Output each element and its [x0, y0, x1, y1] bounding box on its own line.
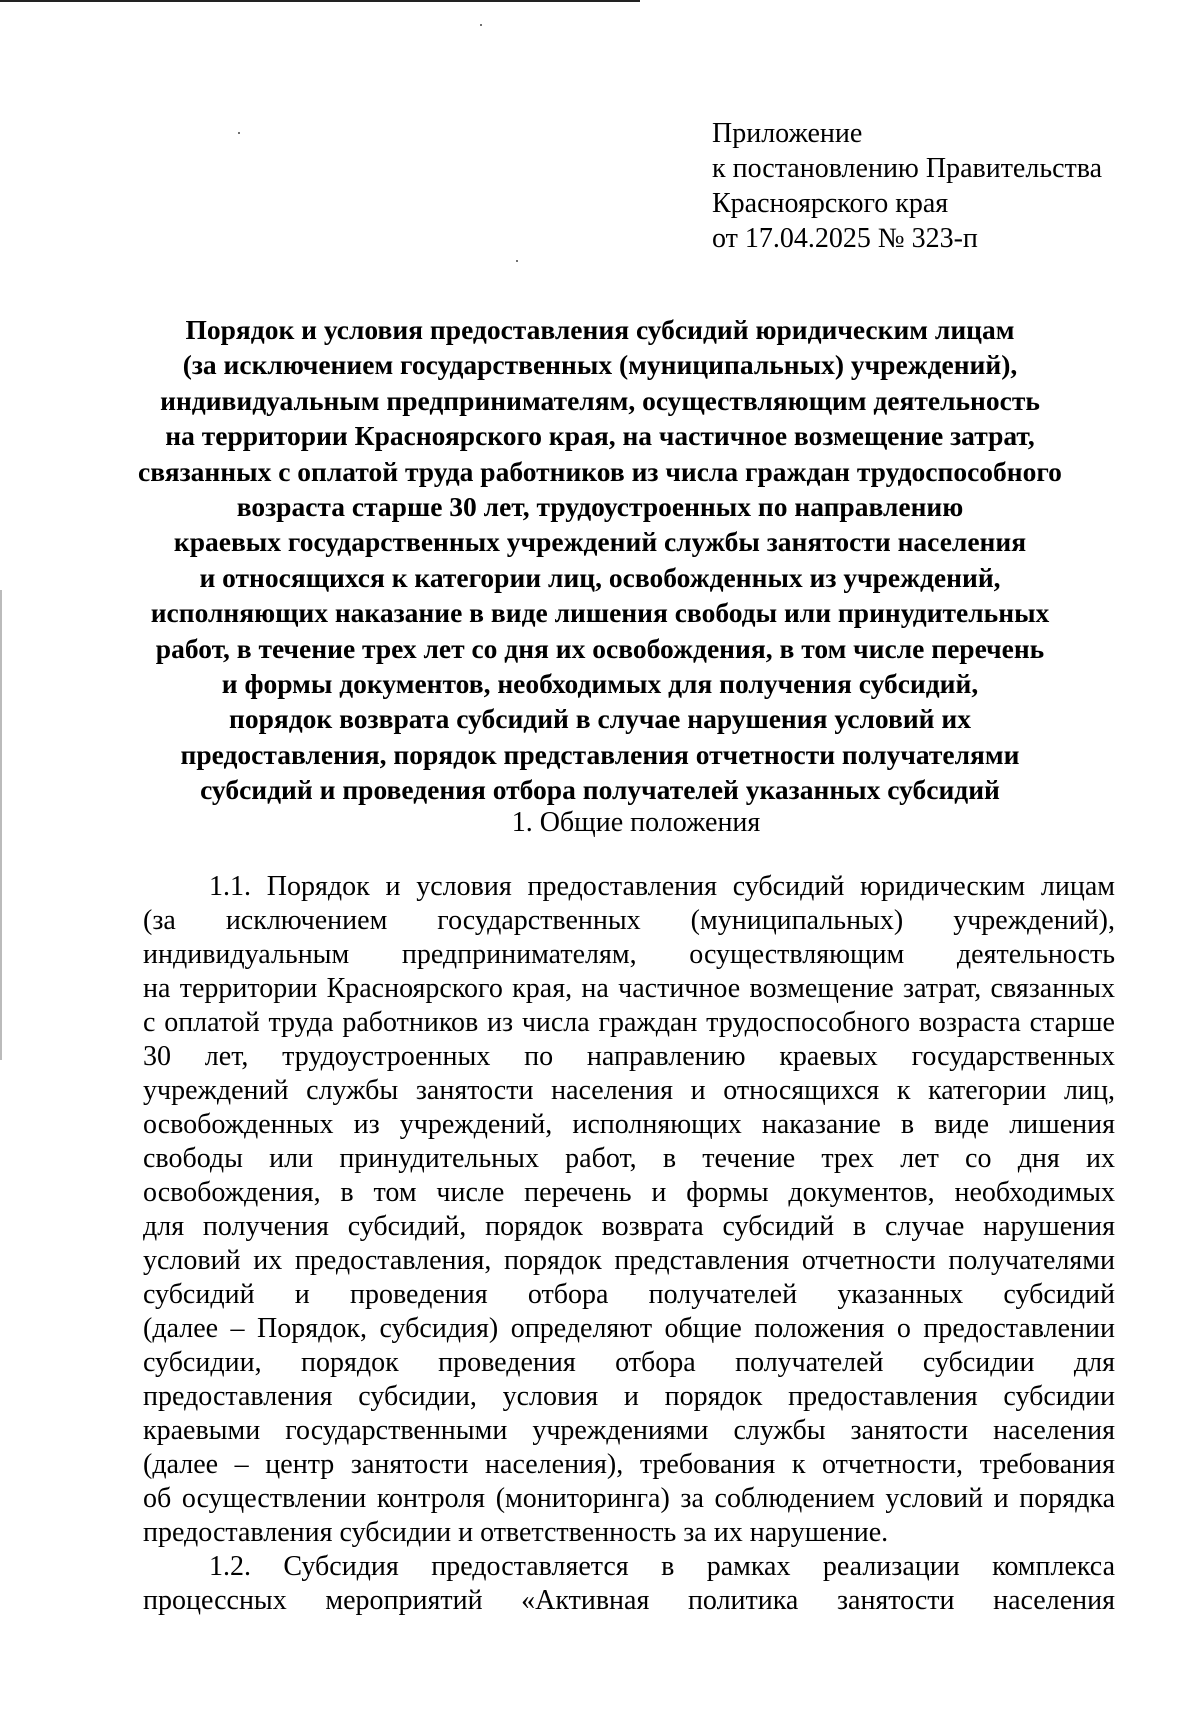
title-line: и относящихся к категории лиц, освобожденных из учреждений, [199, 561, 1001, 593]
scan-speck [480, 24, 482, 26]
paragraph-line: 1.1. Порядок и условия предоставления субсидий юридическим лицам [209, 871, 1115, 902]
paragraph-line: (далее – центр занятости населения), требования к отчетности, требования [143, 1449, 1115, 1480]
title-line: на территории Красноярского края, на частичное возмещение затрат, [165, 420, 1035, 452]
paragraph-line: субсидий и проведения отбора получателей указанных субсидий [143, 1279, 1115, 1310]
paragraph-line: об осуществлении контроля (мониторинга) за соблюдением условий и порядка [143, 1483, 1115, 1514]
title-line: работ, в течение трех лет со дня их освобождения, в том числе перечень [155, 632, 1045, 664]
annex-line: от 17.04.2025 № 323-п [712, 223, 978, 254]
scan-top-edge [0, 0, 640, 2]
paragraph-1-2 [143, 1550, 1115, 1618]
document-title [120, 312, 1080, 808]
section-heading: 1. Общие положения [511, 807, 761, 838]
title-line: предоставления, порядок представления отчетности получателями [180, 738, 1020, 770]
paragraph-line: (далее – Порядок, субсидия) определяют общие положения о предоставлении [143, 1313, 1115, 1344]
title-line: (за исключением государственных (муниципальных) учреждений), [182, 349, 1018, 381]
title-line: субсидий и проведения отбора получателей указанных субсидий [200, 774, 1000, 806]
paragraph-line: субсидии, порядок проведения отбора получателей субсидии для [143, 1347, 1115, 1378]
paragraph-line: 30 лет, трудоустроенных по направлению краевых государственных [143, 1041, 1115, 1072]
paragraph-line: индивидуальным предпринимателям, осуществляющим деятельность [143, 939, 1115, 970]
paragraph-line: освобождения, в том числе перечень и формы документов, необходимых [143, 1177, 1115, 1208]
scan-speck [238, 132, 240, 134]
paragraph-line: условий их предоставления, порядок представления отчетности получателями [143, 1245, 1115, 1276]
title-line: краевых государственных учреждений службы занятости населения [173, 526, 1027, 558]
paragraph-line: 1.2. Субсидия предоставляется в рамках реализации комплекса [209, 1551, 1115, 1582]
paragraph-line: предоставления субсидии, условия и порядок предоставления субсидии [143, 1381, 1115, 1412]
title-line: возраста старше 30 лет, трудоустроенных по направлению [236, 491, 964, 523]
annex-line: к постановлению Правительства [712, 153, 1103, 184]
title-line: Порядок и условия предоставления субсидий юридическим лицам [185, 314, 1015, 345]
title-line: исполняющих наказание в виде лишения свободы или принудительных [150, 597, 1050, 629]
annex-block [712, 116, 1102, 256]
paragraph-line: (за исключением государственных (муниципальных) учреждений), [143, 905, 1115, 936]
paragraph-line: процессных мероприятий «Активная политика занятости населения [143, 1585, 1115, 1616]
paragraph-line: краевыми государственными учреждениями службы занятости населения [143, 1415, 1115, 1446]
annex-line: Красноярского края [712, 188, 949, 219]
paragraph-line: свободы или принудительных работ, в течение трех лет со дня их [143, 1143, 1115, 1174]
paragraph-line: предоставления субсидии и ответственность за их нарушение. [143, 1517, 889, 1548]
paragraph-line: на территории Красноярского края, на частичное возмещение затрат, связанных [143, 973, 1115, 1004]
paragraph-line: для получения субсидий, порядок возврата субсидий в случае нарушения [143, 1211, 1115, 1242]
paragraph-line: с оплатой труда работников из числа граждан трудоспособного возраста старше [143, 1007, 1115, 1038]
scan-speck [516, 260, 518, 262]
paragraph-1-1 [143, 870, 1115, 1550]
title-line: индивидуальным предпринимателям, осуществляющим деятельность [160, 384, 1040, 416]
title-line: порядок возврата субсидий в случае нарушения условий их [229, 703, 971, 735]
title-line: связанных с оплатой труда работников из числа граждан трудоспособного [138, 455, 1062, 487]
paragraph-line: учреждений службы занятости населения и относящихся к категории лиц, [143, 1075, 1115, 1106]
paragraph-line: освобожденных из учреждений, исполняющих наказание в виде лишения [143, 1109, 1115, 1140]
title-line: и формы документов, необходимых для получения субсидий, [221, 668, 979, 700]
annex-line: Приложение [712, 118, 863, 149]
